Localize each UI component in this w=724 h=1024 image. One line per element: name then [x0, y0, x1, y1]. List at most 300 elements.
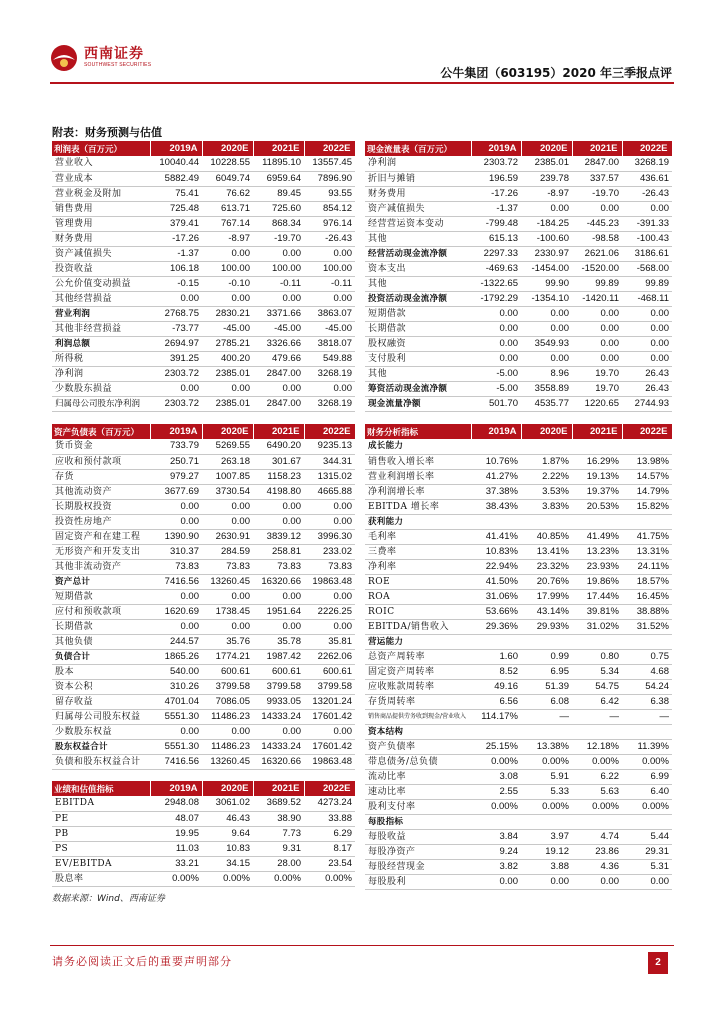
table-row [52, 156, 355, 171]
value-cell: 239.78 [521, 171, 572, 186]
row-label: 资本支出 [365, 261, 471, 276]
table-row [52, 439, 355, 454]
table-row [365, 186, 672, 201]
row-label: 管理费用 [52, 216, 150, 231]
table-row [365, 694, 672, 709]
value-cell: 7896.90 [304, 171, 355, 186]
row-label: 利润总额 [52, 336, 150, 351]
table-row [365, 799, 672, 814]
value-cell: 6.95 [521, 664, 572, 679]
value-cell: 48.07 [150, 811, 202, 826]
value-cell: -100.43 [622, 231, 672, 246]
table-row [365, 351, 672, 366]
table-row [365, 156, 672, 171]
table-header-row [365, 141, 672, 156]
table-row [365, 171, 672, 186]
value-cell: 3.84 [471, 829, 521, 844]
row-label: 应收和预付款项 [52, 454, 150, 469]
value-cell: 13.23% [572, 544, 622, 559]
table-title-cell: 资产负债表（百万元） [52, 424, 150, 439]
table-row [52, 739, 355, 754]
value-cell: 23.32% [521, 559, 572, 574]
table-row [365, 664, 672, 679]
value-cell: 263.18 [202, 454, 253, 469]
row-label: 公允价值变动损益 [52, 276, 150, 291]
value-cell: 613.71 [202, 201, 253, 216]
year-header-cell: 2021E [253, 781, 304, 796]
value-cell [471, 514, 521, 529]
value-cell: -0.11 [304, 276, 355, 291]
year-header-cell: 2020E [202, 781, 253, 796]
value-cell: 73.83 [202, 559, 253, 574]
section-title: 附表：财务预测与估值 [52, 126, 162, 139]
value-cell: 5.44 [622, 829, 672, 844]
table-title-cell: 现金流量表（百万元） [365, 141, 471, 156]
value-cell: 2.22% [521, 469, 572, 484]
value-cell: 3839.12 [253, 529, 304, 544]
value-cell: 1987.42 [253, 649, 304, 664]
table-row [52, 811, 355, 826]
table-row [52, 604, 355, 619]
value-cell: -1.37 [471, 201, 521, 216]
income-statement-table [52, 141, 356, 412]
row-label: 净利润 [365, 156, 471, 171]
value-cell: 3863.07 [304, 306, 355, 321]
row-label: 长期借款 [365, 321, 471, 336]
table-row [52, 709, 355, 724]
value-cell [471, 814, 521, 829]
value-cell: 3.88 [521, 859, 572, 874]
row-label: 资产减值损失 [52, 246, 150, 261]
value-cell: 3799.58 [304, 679, 355, 694]
row-label: 资产负债率 [365, 739, 471, 754]
value-cell: 0.00 [622, 201, 672, 216]
row-label: ROA [365, 589, 471, 604]
value-cell: 0.00 [304, 246, 355, 261]
value-cell: -1420.11 [572, 291, 622, 306]
value-cell: 0.00% [572, 754, 622, 769]
value-cell: 0.00 [572, 336, 622, 351]
value-cell: 10.83% [471, 544, 521, 559]
table-row [365, 769, 672, 784]
table-row [52, 856, 355, 871]
row-label: 投资收益 [52, 261, 150, 276]
table-header-row [52, 424, 355, 439]
value-cell: 18.57% [622, 574, 672, 589]
value-cell: 0.00 [521, 201, 572, 216]
value-cell: 2297.33 [471, 246, 521, 261]
value-cell: 4535.77 [521, 396, 572, 411]
row-label: 其他流动资产 [52, 484, 150, 499]
value-cell: 53.66% [471, 604, 521, 619]
value-cell: 20.76% [521, 574, 572, 589]
value-cell: 13557.45 [304, 156, 355, 171]
value-cell: 3186.61 [622, 246, 672, 261]
value-cell: 0.00 [253, 381, 304, 396]
value-cell: 34.15 [202, 856, 253, 871]
table-row [52, 366, 355, 381]
row-label: 净利润增长率 [365, 484, 471, 499]
value-cell: 0.00 [253, 589, 304, 604]
value-cell: 13201.24 [304, 694, 355, 709]
row-label: 归属母公司股东净利润 [52, 396, 150, 411]
value-cell: 1007.85 [202, 469, 253, 484]
value-cell: 0.00 [622, 351, 672, 366]
value-cell: 6490.20 [253, 439, 304, 454]
value-cell [471, 634, 521, 649]
table-header-row [52, 781, 355, 796]
value-cell: 9.24 [471, 844, 521, 859]
value-cell: 3730.54 [202, 484, 253, 499]
value-cell: — [572, 709, 622, 724]
value-cell [572, 814, 622, 829]
value-cell: -1.37 [150, 246, 202, 261]
year-header-cell: 2019A [150, 141, 202, 156]
row-label: 所得税 [52, 351, 150, 366]
value-cell: 2830.21 [202, 306, 253, 321]
value-cell: -568.00 [622, 261, 672, 276]
value-cell: 1315.02 [304, 469, 355, 484]
row-label: 每股收益 [365, 829, 471, 844]
value-cell: 75.41 [150, 186, 202, 201]
row-label: EBITDA/销售收入 [365, 619, 471, 634]
value-cell: 0.00 [471, 336, 521, 351]
value-cell: 54.24 [622, 679, 672, 694]
table-header-row [52, 141, 355, 156]
value-cell: 20.53% [572, 499, 622, 514]
value-cell: 37.38% [471, 484, 521, 499]
value-cell: 31.02% [572, 619, 622, 634]
value-cell: 10228.55 [202, 156, 253, 171]
value-cell: 28.00 [253, 856, 304, 871]
value-cell: 19.37% [572, 484, 622, 499]
value-cell: 0.00% [521, 799, 572, 814]
value-cell: 1774.21 [202, 649, 253, 664]
value-cell: 3268.19 [304, 396, 355, 411]
value-cell: — [622, 709, 672, 724]
value-cell: 0.00 [150, 514, 202, 529]
table-row [365, 814, 672, 829]
value-cell: 3268.19 [622, 156, 672, 171]
value-cell: 284.59 [202, 544, 253, 559]
row-label: 资本公积 [52, 679, 150, 694]
value-cell [572, 634, 622, 649]
value-cell: 13.41% [521, 544, 572, 559]
value-cell: 0.00 [521, 306, 572, 321]
value-cell: 615.13 [471, 231, 521, 246]
value-cell: 7086.05 [202, 694, 253, 709]
row-label: 经营活动现金流净额 [365, 246, 471, 261]
value-cell: 5.33 [521, 784, 572, 799]
value-cell: 5551.30 [150, 739, 202, 754]
value-cell [572, 514, 622, 529]
value-cell: 100.00 [253, 261, 304, 276]
table-row [365, 709, 672, 724]
row-label: 少数股东损益 [52, 381, 150, 396]
row-label: 存货周转率 [365, 694, 471, 709]
value-cell: 0.00 [202, 246, 253, 261]
value-cell: 3689.52 [253, 796, 304, 811]
value-cell: 31.06% [471, 589, 521, 604]
value-cell: 5551.30 [150, 709, 202, 724]
year-header-cell: 2022E [622, 424, 672, 439]
value-cell: 29.31 [622, 844, 672, 859]
row-label: 销售收入增长率 [365, 454, 471, 469]
value-cell: 13.31% [622, 544, 672, 559]
table-row [52, 619, 355, 634]
value-cell: 0.00 [304, 619, 355, 634]
row-label: 其他经营损益 [52, 291, 150, 306]
value-cell: 29.36% [471, 619, 521, 634]
value-cell: -26.43 [304, 231, 355, 246]
row-label: 营业成本 [52, 171, 150, 186]
table-row [52, 634, 355, 649]
value-cell: 13.38% [521, 739, 572, 754]
value-cell: 0.00 [202, 514, 253, 529]
table-row [52, 261, 355, 276]
value-cell: -0.10 [202, 276, 253, 291]
value-cell: 1158.23 [253, 469, 304, 484]
value-cell [622, 439, 672, 454]
value-cell: 9933.05 [253, 694, 304, 709]
value-cell: 5.91 [521, 769, 572, 784]
value-cell: 76.62 [202, 186, 253, 201]
value-cell: 0.00 [572, 306, 622, 321]
value-cell: 15.82% [622, 499, 672, 514]
value-cell: 0.00 [150, 589, 202, 604]
value-cell: 0.00 [471, 321, 521, 336]
value-cell: 73.83 [253, 559, 304, 574]
row-label: 股息率 [52, 871, 150, 886]
value-cell: -98.58 [572, 231, 622, 246]
value-cell: 100.00 [202, 261, 253, 276]
table-row [52, 754, 355, 769]
value-cell: 19.12 [521, 844, 572, 859]
table-row [365, 261, 672, 276]
value-cell: 0.00 [471, 306, 521, 321]
value-cell: 0.00 [572, 874, 622, 889]
table-row [365, 366, 672, 381]
table-row [365, 514, 672, 529]
value-cell: -8.97 [202, 231, 253, 246]
value-cell: 73.83 [304, 559, 355, 574]
value-cell: 3.53% [521, 484, 572, 499]
value-cell: 600.61 [253, 664, 304, 679]
value-cell: — [521, 709, 572, 724]
value-cell: 0.00 [253, 724, 304, 739]
row-label: 固定资产周转率 [365, 664, 471, 679]
table-row [52, 871, 355, 886]
value-cell: 733.79 [150, 439, 202, 454]
value-cell: 2694.97 [150, 336, 202, 351]
value-cell: 17601.42 [304, 739, 355, 754]
value-cell: 17.99% [521, 589, 572, 604]
row-label: 长期股权投资 [52, 499, 150, 514]
row-label: 净利润 [52, 366, 150, 381]
row-label: 资产减值损失 [365, 201, 471, 216]
value-cell: 5.31 [622, 859, 672, 874]
value-cell: 13260.45 [202, 754, 253, 769]
row-label: EV/EBITDA [52, 856, 150, 871]
value-cell: 0.00 [202, 381, 253, 396]
value-cell: 0.00 [202, 291, 253, 306]
year-header-cell: 2022E [304, 141, 355, 156]
value-cell: 46.43 [202, 811, 253, 826]
value-cell: 38.90 [253, 811, 304, 826]
table-row [52, 664, 355, 679]
value-cell: 38.88% [622, 604, 672, 619]
row-label: 流动比率 [365, 769, 471, 784]
value-cell: 3.83% [521, 499, 572, 514]
value-cell: -19.70 [572, 186, 622, 201]
value-cell: 0.00 [304, 724, 355, 739]
row-label: 每股净资产 [365, 844, 471, 859]
row-label: 经营营运资本变动 [365, 216, 471, 231]
value-cell: 19.95 [150, 826, 202, 841]
year-header-cell: 2019A [150, 781, 202, 796]
row-label: 营运能力 [365, 634, 471, 649]
value-cell: 17.44% [572, 589, 622, 604]
value-cell: 19.70 [572, 366, 622, 381]
row-label: 股权融资 [365, 336, 471, 351]
value-cell: 1738.45 [202, 604, 253, 619]
value-cell: -5.00 [471, 381, 521, 396]
value-cell: 29.93% [521, 619, 572, 634]
table-row [52, 514, 355, 529]
value-cell: 13.98% [622, 454, 672, 469]
value-cell: 2847.00 [253, 366, 304, 381]
table-row [365, 559, 672, 574]
value-cell: 767.14 [202, 216, 253, 231]
value-cell: 99.89 [622, 276, 672, 291]
value-cell: 2385.01 [521, 156, 572, 171]
row-label: 少数股东权益 [52, 724, 150, 739]
value-cell: 4.36 [572, 859, 622, 874]
row-label: 归属母公司股东权益 [52, 709, 150, 724]
value-cell: 2330.97 [521, 246, 572, 261]
table-title-cell: 利润表（百万元） [52, 141, 150, 156]
value-cell: 7416.56 [150, 754, 202, 769]
row-label: 资本结构 [365, 724, 471, 739]
value-cell: 3799.58 [253, 679, 304, 694]
table-row [365, 544, 672, 559]
table-row [365, 574, 672, 589]
value-cell: -5.00 [471, 366, 521, 381]
value-cell: 41.27% [471, 469, 521, 484]
value-cell: 0.00 [253, 499, 304, 514]
value-cell: 93.55 [304, 186, 355, 201]
table-row [365, 246, 672, 261]
table-row [52, 649, 355, 664]
row-label: 筹资活动现金流净额 [365, 381, 471, 396]
table-row [365, 499, 672, 514]
value-cell: 11.03 [150, 841, 202, 856]
year-header-cell: 2022E [304, 424, 355, 439]
table-row [365, 784, 672, 799]
page-number: 2 [648, 952, 668, 974]
data-source-note: 数据来源：Wind、西南证券 [52, 894, 165, 904]
table-row [365, 201, 672, 216]
value-cell: 49.16 [471, 679, 521, 694]
value-cell: 33.21 [150, 856, 202, 871]
table-row [365, 754, 672, 769]
value-cell: 23.54 [304, 856, 355, 871]
row-label: 股东权益合计 [52, 739, 150, 754]
value-cell: 250.71 [150, 454, 202, 469]
value-cell: 39.81% [572, 604, 622, 619]
company-logo [50, 44, 151, 72]
value-cell: 0.00 [150, 619, 202, 634]
value-cell: 16.45% [622, 589, 672, 604]
value-cell: 0.00 [253, 514, 304, 529]
value-cell: 3996.30 [304, 529, 355, 544]
row-label: 销售费用 [52, 201, 150, 216]
value-cell: 0.99 [521, 649, 572, 664]
value-cell: 0.00 [622, 874, 672, 889]
row-label: 股利支付率 [365, 799, 471, 814]
value-cell: 0.00 [253, 246, 304, 261]
value-cell: 8.52 [471, 664, 521, 679]
value-cell: -1322.65 [471, 276, 521, 291]
value-cell: 479.66 [253, 351, 304, 366]
value-cell: -45.00 [304, 321, 355, 336]
footer-divider [50, 945, 674, 946]
table-row [52, 841, 355, 856]
value-cell: 6.99 [622, 769, 672, 784]
value-cell: 10040.44 [150, 156, 202, 171]
table-row [365, 604, 672, 619]
value-cell [622, 514, 672, 529]
table-row [365, 469, 672, 484]
value-cell: -1520.00 [572, 261, 622, 276]
value-cell: 501.70 [471, 396, 521, 411]
value-cell: 4198.80 [253, 484, 304, 499]
table-row [365, 874, 672, 889]
year-header-cell: 2019A [471, 141, 521, 156]
value-cell: -1792.29 [471, 291, 521, 306]
row-label: 毛利率 [365, 529, 471, 544]
row-label: 每股经营现金 [365, 859, 471, 874]
value-cell: 0.00 [202, 724, 253, 739]
value-cell: 0.00 [150, 381, 202, 396]
value-cell: 19.70 [572, 381, 622, 396]
year-header-cell: 2020E [202, 141, 253, 156]
value-cell: 3818.07 [304, 336, 355, 351]
row-label: 固定资产和在建工程 [52, 529, 150, 544]
value-cell: 2847.00 [572, 156, 622, 171]
value-cell: -391.33 [622, 216, 672, 231]
table-row [365, 859, 672, 874]
value-cell [471, 724, 521, 739]
table-row [52, 454, 355, 469]
value-cell: 258.81 [253, 544, 304, 559]
value-cell: 1620.69 [150, 604, 202, 619]
row-label: 应收账款周转率 [365, 679, 471, 694]
value-cell: 2630.91 [202, 529, 253, 544]
row-label: 营业税金及附加 [52, 186, 150, 201]
value-cell: 0.00 [304, 381, 355, 396]
value-cell: 3061.02 [202, 796, 253, 811]
value-cell: 26.43 [622, 381, 672, 396]
row-label: 带息债务/总负债 [365, 754, 471, 769]
row-label: 投资活动现金流净额 [365, 291, 471, 306]
value-cell: 0.00% [521, 754, 572, 769]
value-cell: 14.79% [622, 484, 672, 499]
value-cell: 33.88 [304, 811, 355, 826]
row-label: 每股股利 [365, 874, 471, 889]
value-cell: 14333.24 [253, 739, 304, 754]
value-cell: -184.25 [521, 216, 572, 231]
